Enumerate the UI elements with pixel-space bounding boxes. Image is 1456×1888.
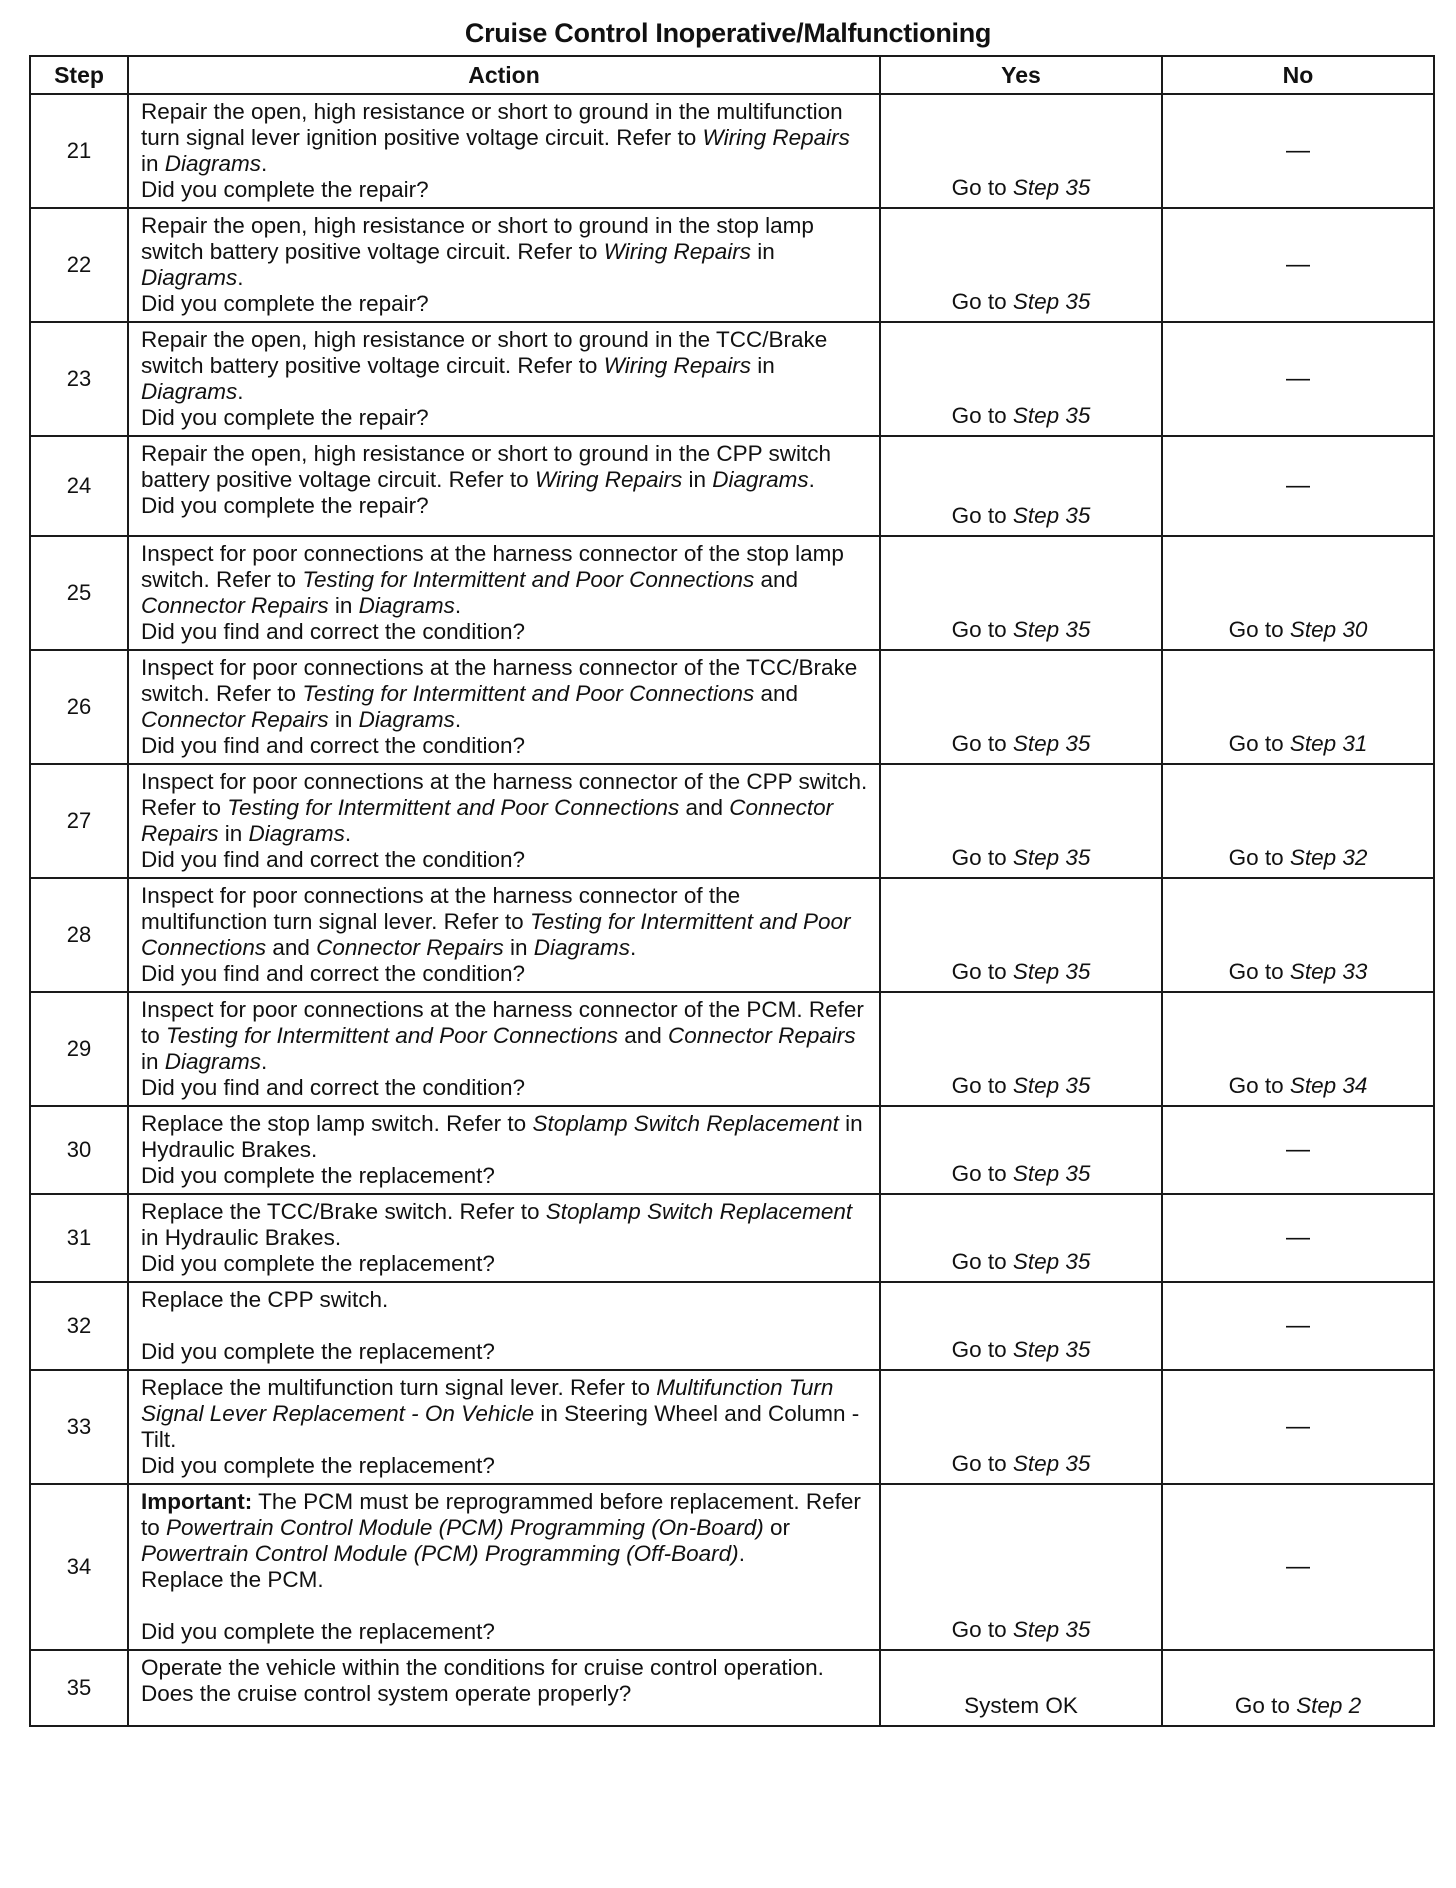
action-paragraph (141, 327, 869, 405)
step-number: 27 (30, 764, 128, 878)
table-row (30, 1650, 1434, 1726)
text-segment: in (682, 467, 713, 492)
action-cell (128, 1194, 880, 1282)
action-paragraph (141, 99, 869, 177)
text-segment: in (328, 707, 359, 732)
header-no: No (1162, 56, 1434, 94)
no-result (1162, 536, 1434, 650)
action-question: Did you complete the repair? (141, 177, 429, 202)
text-segment: . (454, 707, 462, 732)
reference-text: Step 35 (1012, 503, 1091, 528)
text-segment: Go to (951, 617, 1013, 642)
text-segment: Go to (951, 503, 1013, 528)
yes-result (880, 208, 1162, 322)
step-number: 35 (30, 1650, 128, 1726)
reference-text: Diagrams (358, 707, 455, 732)
reference-text: Step 35 (1012, 1617, 1091, 1642)
yes-result (880, 1106, 1162, 1194)
text-segment: in Hydraulic Brakes. (141, 1225, 342, 1250)
text-segment: Inspect for poor connections at the harness connector of the CPP switch. Refer to (141, 769, 868, 820)
header-row (30, 56, 1434, 94)
table-row (30, 208, 1434, 322)
text-segment: and (754, 681, 799, 706)
text-segment: Inspect for poor connections at the harness connector of the stop lamp switch. Refer to (141, 541, 844, 592)
yes-result (880, 436, 1162, 536)
text-segment: Go to (1228, 959, 1290, 984)
yes-result (880, 1484, 1162, 1650)
text-segment: in Hydraulic Brakes. (141, 1111, 863, 1162)
action-cell (128, 992, 880, 1106)
no-result: — (1162, 1106, 1434, 1194)
action-cell (128, 436, 880, 536)
action-question: Did you find and correct the condition? (141, 961, 525, 986)
text-segment: Replace the TCC/Brake switch. Refer to (141, 1199, 546, 1224)
reference-text: Testing for Intermittent and Poor Connections (141, 909, 851, 960)
action-paragraph (141, 655, 869, 733)
text-segment: in (218, 821, 249, 846)
reference-text: Wiring Repairs (534, 467, 683, 492)
text-segment: Go to (1228, 845, 1290, 870)
table-row (30, 992, 1434, 1106)
text-segment: Go to (951, 1617, 1013, 1642)
action-question: Did you complete the repair? (141, 493, 429, 518)
step-number: 23 (30, 322, 128, 436)
action-cell (128, 322, 880, 436)
reference-text: Stoplamp Switch Replacement (532, 1111, 839, 1136)
action-question: Did you complete the repair? (141, 291, 429, 316)
reference-text: Step 35 (1012, 1249, 1091, 1274)
reference-text: Step 2 (1296, 1693, 1362, 1718)
yes-result (880, 650, 1162, 764)
reference-text: Connector Repairs (316, 935, 504, 960)
yes-result (880, 1194, 1162, 1282)
step-number: 25 (30, 536, 128, 650)
action-question: Did you complete the replacement? (141, 1619, 495, 1644)
action-paragraph (141, 441, 869, 493)
text-segment: Repair the open, high resistance or short to ground in the CPP switch battery positive voltage circuit. Refer to (141, 441, 831, 492)
reference-text: Step 31 (1289, 731, 1368, 756)
text-segment: Go to (951, 845, 1013, 870)
action-paragraph (141, 1489, 869, 1567)
reference-text: Multifunction Turn Signal Lever Replacement - On Vehicle (141, 1375, 834, 1426)
reference-text: Testing for Intermittent and Poor Connections (166, 1023, 618, 1048)
text-segment: in (141, 1049, 165, 1074)
no-result (1162, 992, 1434, 1106)
text-segment: The PCM must be reprogrammed before replacement. Refer to (141, 1489, 861, 1540)
action-question: Did you find and correct the condition? (141, 733, 525, 758)
action-paragraph (141, 213, 869, 291)
header-action: Action (128, 56, 880, 94)
action-question: Did you complete the replacement? (141, 1163, 495, 1188)
no-result: — (1162, 94, 1434, 208)
action-paragraph (141, 1655, 869, 1681)
table-row (30, 322, 1434, 436)
action-paragraph (141, 1567, 869, 1593)
text-segment: Go to (951, 403, 1013, 428)
table-row (30, 878, 1434, 992)
reference-text: Diagrams (248, 821, 345, 846)
text-segment: . (630, 935, 637, 960)
action-question: Did you complete the replacement? (141, 1339, 495, 1364)
reference-text: Step 35 (1012, 175, 1091, 200)
text-segment: . (454, 593, 462, 618)
table-row (30, 650, 1434, 764)
yes-result (880, 878, 1162, 992)
table-row (30, 1106, 1434, 1194)
step-number: 31 (30, 1194, 128, 1282)
step-number: 33 (30, 1370, 128, 1484)
action-cell (128, 1282, 880, 1370)
action-question: Did you complete the replacement? (141, 1453, 495, 1478)
action-question: Did you complete the replacement? (141, 1251, 495, 1276)
step-number: 22 (30, 208, 128, 322)
text-segment: Go to (1228, 617, 1290, 642)
step-number: 34 (30, 1484, 128, 1650)
action-cell (128, 1370, 880, 1484)
yes-result (880, 1282, 1162, 1370)
yes-result (880, 94, 1162, 208)
text-segment: Repair the open, high resistance or short to ground in the stop lamp switch battery positive voltage circuit. Refer to (141, 213, 814, 264)
table-row (30, 536, 1434, 650)
action-paragraph (141, 883, 869, 961)
text-segment: . (738, 1541, 745, 1566)
reference-text: Step 32 (1289, 845, 1368, 870)
reference-text: Stoplamp Switch Replacement (545, 1199, 853, 1224)
text-segment: in (503, 935, 534, 960)
reference-text: Step 35 (1012, 289, 1091, 314)
action-paragraph (141, 1199, 869, 1251)
reference-text: Diagrams (141, 379, 238, 404)
text-segment: Go to (951, 1249, 1013, 1274)
text-segment: Go to (951, 731, 1013, 756)
no-result: — (1162, 1194, 1434, 1282)
action-paragraph (141, 541, 869, 619)
reference-text: Diagrams (533, 935, 631, 960)
action-cell (128, 650, 880, 764)
table-row (30, 1282, 1434, 1370)
table-row (30, 94, 1434, 208)
text-segment: Go to (951, 1073, 1013, 1098)
text-segment: . (237, 265, 244, 290)
reference-text: Powertrain Control Module (PCM) Programming (On-Board) (166, 1515, 764, 1540)
yes-result (880, 764, 1162, 878)
action-cell (128, 878, 880, 992)
action-paragraph (141, 769, 869, 847)
reference-text: Wiring Repairs (603, 353, 752, 378)
action-question: Did you find and correct the condition? (141, 619, 525, 644)
no-result: — (1162, 322, 1434, 436)
action-cell (128, 536, 880, 650)
step-number: 30 (30, 1106, 128, 1194)
reference-text: Step 35 (1012, 959, 1091, 984)
text-segment: Inspect for poor connections at the harness connector of the PCM. Refer to (141, 997, 864, 1048)
action-paragraph (141, 997, 869, 1075)
reference-text: Diagrams (358, 593, 455, 618)
step-number: 29 (30, 992, 128, 1106)
table-row (30, 1194, 1434, 1282)
text-segment: and (754, 567, 799, 592)
reference-text: Connector Repairs (141, 795, 834, 846)
text-segment: in (328, 593, 359, 618)
text-segment: Go to (1228, 731, 1290, 756)
reference-text: Connector Repairs (668, 1023, 856, 1048)
text-segment: and (617, 1023, 669, 1048)
important-label: Important: (141, 1489, 253, 1514)
text-segment: Repair the open, high resistance or short to ground in the TCC/Brake switch battery positive voltage circuit. Refer to (141, 327, 828, 378)
reference-text: Testing for Intermittent and Poor Connections (227, 795, 680, 820)
table-row (30, 1370, 1434, 1484)
reference-text: Diagrams (164, 1049, 262, 1074)
reference-text: Diagrams (141, 265, 238, 290)
table-row (30, 1484, 1434, 1650)
no-result (1162, 764, 1434, 878)
reference-text: Step 35 (1012, 845, 1091, 870)
text-segment: Go to (951, 1337, 1013, 1362)
header-yes: Yes (880, 56, 1162, 94)
reference-text: Step 35 (1012, 1161, 1091, 1186)
text-segment: Operate the vehicle within the conditions for cruise control operation. (141, 1655, 824, 1680)
reference-text: Diagrams (164, 151, 262, 176)
reference-text: Step 30 (1289, 617, 1368, 642)
header-step: Step (30, 56, 128, 94)
reference-text: Step 33 (1289, 959, 1368, 984)
reference-text: Wiring Repairs (603, 239, 752, 264)
reference-text: Powertrain Control Module (PCM) Programming (Off-Board) (141, 1541, 739, 1566)
text-segment: and (679, 795, 730, 820)
text-segment: or (763, 1515, 790, 1540)
step-number: 21 (30, 94, 128, 208)
no-result: — (1162, 1484, 1434, 1650)
yes-result (880, 536, 1162, 650)
table-row (30, 436, 1434, 536)
no-result: — (1162, 1282, 1434, 1370)
text-segment: . (261, 1049, 268, 1074)
no-result: — (1162, 436, 1434, 536)
reference-text: Testing for Intermittent and Poor Connections (302, 681, 755, 706)
text-segment: Inspect for poor connections at the harness connector of the multifunction turn signal lever. Refer to (141, 883, 741, 934)
action-question: Did you find and correct the condition? (141, 1075, 525, 1100)
action-cell (128, 1106, 880, 1194)
text-segment: Inspect for poor connections at the harness connector of the TCC/Brake switch. Refer to (141, 655, 858, 706)
reference-text: Wiring Repairs (702, 125, 850, 150)
action-paragraph (141, 1375, 869, 1453)
step-number: 26 (30, 650, 128, 764)
action-question: Did you complete the repair? (141, 405, 429, 430)
text-segment: Replace the multifunction turn signal lever. Refer to (141, 1375, 657, 1400)
no-result (1162, 878, 1434, 992)
no-result: — (1162, 208, 1434, 322)
yes-result (880, 992, 1162, 1106)
reference-text: Connector Repairs (141, 707, 329, 732)
text-segment: in (751, 353, 775, 378)
yes-result (880, 322, 1162, 436)
action-cell (128, 208, 880, 322)
action-question: Does the cruise control system operate properly? (141, 1681, 632, 1706)
reference-text: Step 34 (1289, 1073, 1368, 1098)
reference-text: Diagrams (712, 467, 809, 492)
action-paragraph (141, 1287, 869, 1313)
text-segment: Go to (951, 289, 1013, 314)
text-segment: in (751, 239, 775, 264)
text-segment: . (261, 151, 268, 176)
text-segment: and (266, 935, 317, 960)
reference-text: Step 35 (1012, 1337, 1091, 1362)
text-segment: Go to (951, 959, 1013, 984)
text-segment: in (141, 151, 165, 176)
action-paragraph (141, 1111, 869, 1163)
text-segment: Go to (951, 1161, 1013, 1186)
text-segment: . (344, 821, 352, 846)
text-segment: Go to (1234, 1693, 1297, 1718)
page-title: Cruise Control Inoperative/Malfunctioning (464, 18, 992, 48)
text-segment: System OK (964, 1693, 1078, 1718)
no-result (1162, 1650, 1434, 1726)
text-segment: Go to (951, 175, 1013, 200)
step-number: 32 (30, 1282, 128, 1370)
step-number: 24 (30, 436, 128, 536)
text-segment: Replace the stop lamp switch. Refer to (141, 1111, 533, 1136)
reference-text: Step 35 (1012, 403, 1091, 428)
table-body (30, 94, 1434, 1726)
table-row (30, 764, 1434, 878)
no-result (1162, 650, 1434, 764)
action-cell (128, 1650, 880, 1726)
reference-text: Step 35 (1012, 1451, 1091, 1476)
reference-text: Step 35 (1012, 1073, 1091, 1098)
action-cell (128, 1484, 880, 1650)
text-segment: in Steering Wheel and Column - Tilt. (141, 1401, 860, 1452)
action-question: Did you find and correct the condition? (141, 847, 525, 872)
reference-text: Step 35 (1012, 617, 1091, 642)
yes-result (880, 1650, 1162, 1726)
step-number: 28 (30, 878, 128, 992)
text-segment: Replace the CPP switch. (141, 1287, 389, 1312)
text-segment: Repair the open, high resistance or short to ground in the multifunction turn signal lever ignition positive voltage circuit. Refer to (141, 99, 843, 150)
text-segment: Go to (951, 1451, 1013, 1476)
text-segment: Go to (1228, 1073, 1290, 1098)
reference-text: Testing for Intermittent and Poor Connections (302, 567, 755, 592)
reference-text: Step 35 (1012, 731, 1091, 756)
action-cell (128, 764, 880, 878)
text-segment: . (237, 379, 244, 404)
action-paragraph (141, 1593, 869, 1619)
reference-text: Connector Repairs (141, 593, 329, 618)
text-segment: Replace the PCM. (141, 1567, 324, 1592)
no-result: — (1162, 1370, 1434, 1484)
action-cell (128, 94, 880, 208)
text-segment: . (808, 467, 815, 492)
yes-result (880, 1370, 1162, 1484)
action-paragraph (141, 1313, 869, 1339)
diagnostic-table (29, 55, 1435, 1727)
